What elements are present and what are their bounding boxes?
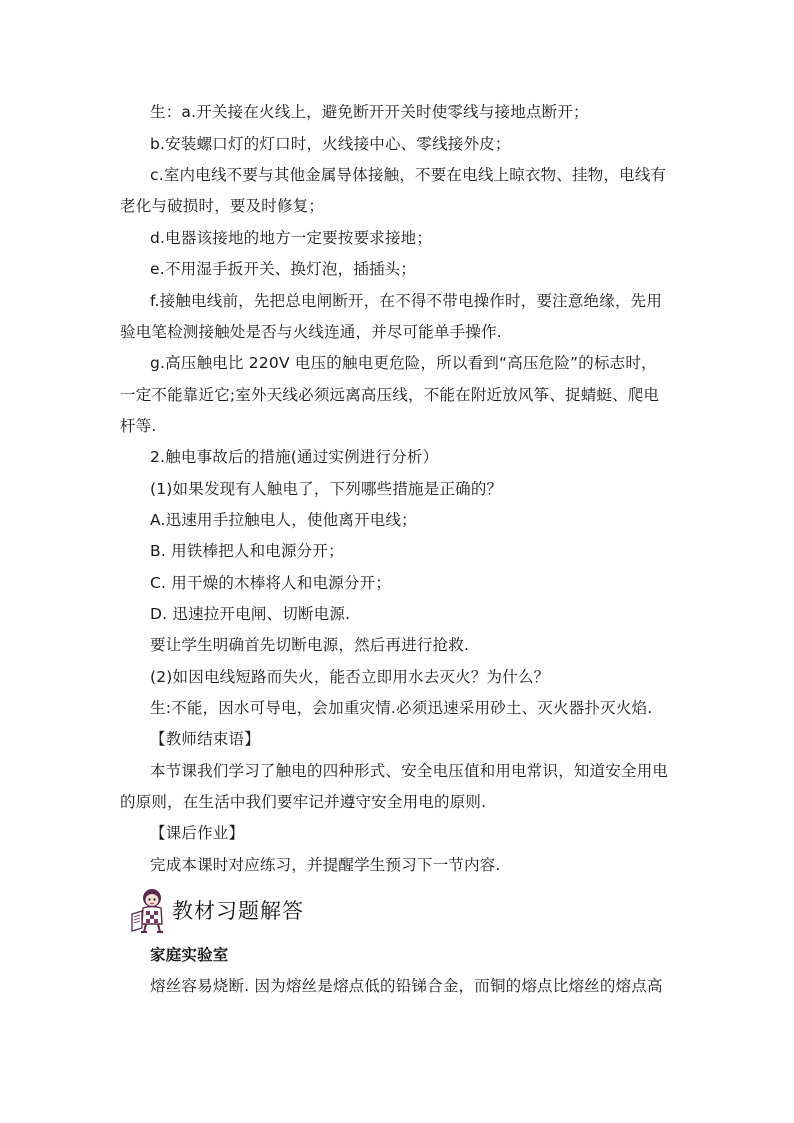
text-line: 一定不能靠近它;室外天线必须远离高压线，不能在附近放风筝、捉蜻蜓、爬电 bbox=[120, 386, 660, 404]
section-title: 教材习题解答 bbox=[172, 899, 304, 923]
text-line: 熔丝容易烧断. 因为熔丝是熔点低的铅锑合金，而铜的熔点比熔丝的熔点高 bbox=[150, 977, 663, 995]
text-line: b.安装螺口灯的灯口时，火线接中心、零线接外皮； bbox=[150, 135, 511, 153]
section-header bbox=[128, 884, 428, 938]
text-line: 2.触电事故后的措施(通过实例进行分析） bbox=[150, 448, 439, 466]
text-line: D. 迅速拉开电闸、切断电源. bbox=[150, 605, 351, 623]
subsection-title: 家庭实验室 bbox=[150, 946, 229, 964]
text-line: A.迅速用手拉触电人，使他离开电线； bbox=[150, 511, 417, 529]
text-line: g.高压触电比 220V 电压的触电更危险，所以看到“高压危险”的标志时， bbox=[150, 354, 657, 372]
text-line: c.室内电线不要与其他金属导体接触，不要在电线上晾衣物、挂物，电线有 bbox=[150, 166, 667, 184]
text-line: (2)如因电线短路而失火，能否立即用水去灭火？为什么？ bbox=[150, 668, 550, 686]
homework-heading: 【课后作业】 bbox=[150, 824, 245, 842]
text-line: 杆等. bbox=[120, 417, 157, 435]
text-line: B. 用铁棒把人和电源分开； bbox=[150, 542, 344, 560]
text-line: f.接触电线前，先把总电闸断开，在不得不带电操作时，要注意绝缘，先用 bbox=[150, 292, 663, 310]
text-line: (1)如果发现有人触电了，下列哪些措施是正确的？ bbox=[150, 480, 503, 498]
teacher-closing-heading: 【教师结束语】 bbox=[150, 730, 260, 748]
text-line: 完成本课时对应练习，并提醒学生预习下一节内容. bbox=[150, 856, 501, 874]
student-reading-icon bbox=[128, 884, 172, 934]
text-line: 本节课我们学习了触电的四种形式、安全电压值和用电常识，知道安全用电 bbox=[150, 762, 669, 780]
text-line: 的原则，在生活中我们要牢记并遵守安全用电的原则. bbox=[120, 793, 487, 811]
text-line: 要让学生明确首先切断电源，然后再进行抢救. bbox=[150, 636, 470, 654]
text-line: 老化与破损时，要及时修复； bbox=[120, 197, 325, 215]
text-line: e.不用湿手扳开关、换灯泡，插插头； bbox=[150, 260, 417, 278]
text-line: 生:不能，因水可导电，会加重灾情.必须迅速采用砂土、灭火器扑灭火焰. bbox=[150, 699, 653, 717]
text-line: 生：a.开关接在火线上，避免断开开关时使零线与接地点断开； bbox=[150, 103, 589, 121]
text-line: 验电笔检测接触处是否与火线连通，并尽可能单手操作. bbox=[120, 323, 502, 341]
text-line: d.电器该接地的地方一定要按要求接地； bbox=[150, 229, 433, 247]
text-line: C. 用干燥的木棒将人和电源分开； bbox=[150, 574, 392, 592]
